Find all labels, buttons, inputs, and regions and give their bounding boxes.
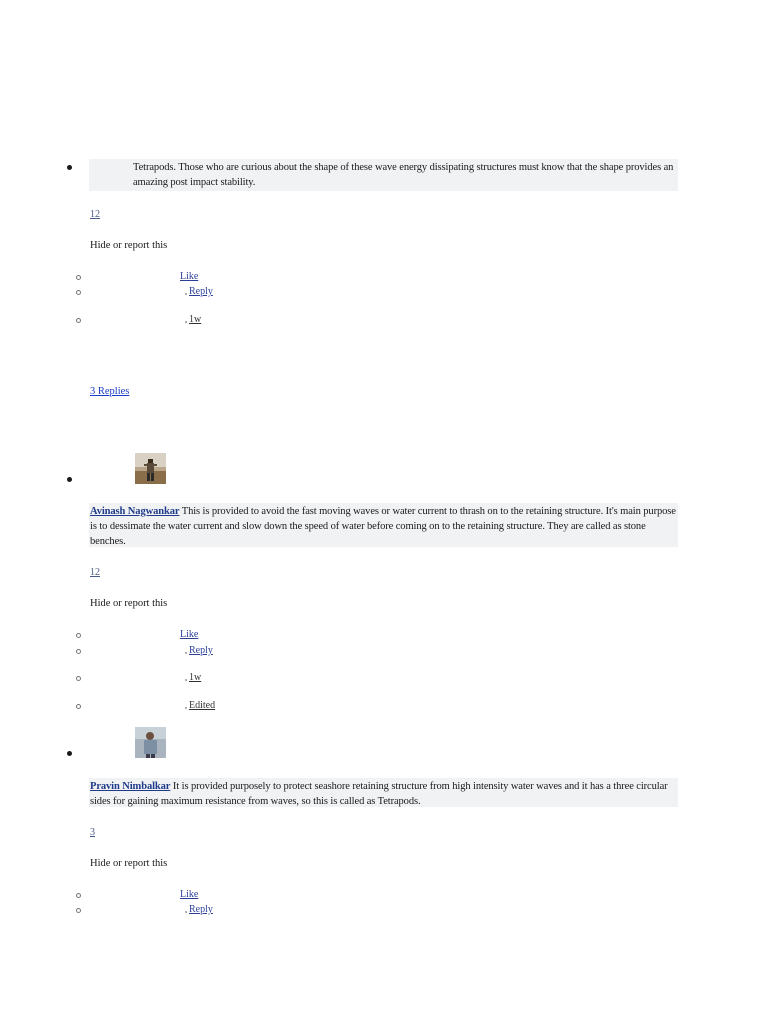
action-marker-icon <box>76 275 81 280</box>
like-link[interactable]: Like <box>180 271 199 282</box>
avatar-image <box>135 453 166 484</box>
separator-dot-icon <box>185 911 187 913</box>
edited-link[interactable]: Edited <box>189 700 216 711</box>
action-marker-icon <box>76 290 81 295</box>
list-bullet-icon <box>67 165 72 170</box>
comment-text: Tetrapods. Those who are curious about the shape of these wave energy dissipating structures must know that the shape provides an amazing post impact stability. <box>133 162 674 188</box>
upvote-count[interactable]: 3 <box>90 827 95 838</box>
comment-body <box>89 778 678 807</box>
author-name-link[interactable]: Pravin Nimbalkar <box>90 781 171 792</box>
like-link[interactable]: Like <box>180 889 199 900</box>
avatar[interactable] <box>135 727 166 758</box>
action-marker-icon <box>76 676 81 681</box>
separator-dot-icon <box>185 293 187 295</box>
reply-link[interactable]: Reply <box>189 286 213 297</box>
timestamp-link[interactable]: 1w <box>189 672 202 683</box>
comment-body <box>89 503 678 547</box>
author-name-link[interactable]: Avinash Nagwankar <box>90 506 180 517</box>
reply-link[interactable]: Reply <box>189 645 213 656</box>
upvote-count[interactable]: 12 <box>90 567 100 578</box>
comment-text: It is provided purposely to protect seashore retaining structure from high intensity water waves and it has a three circular sides for gaining maximum resistance from waves, so this is called as Tetrapods. <box>90 781 668 807</box>
separator-dot-icon <box>185 652 187 654</box>
hide-or-report-link[interactable]: Hide or report this <box>90 858 168 869</box>
list-bullet-icon <box>67 477 72 482</box>
avatar-image <box>135 727 166 758</box>
list-bullet-icon <box>67 751 72 756</box>
action-marker-icon <box>76 908 81 913</box>
like-link[interactable]: Like <box>180 629 199 640</box>
action-marker-icon <box>76 318 81 323</box>
action-marker-icon <box>76 893 81 898</box>
action-marker-icon <box>76 633 81 638</box>
action-marker-icon <box>76 704 81 709</box>
upvote-count[interactable]: 12 <box>90 209 100 220</box>
hide-or-report-link[interactable]: Hide or report this <box>90 240 168 251</box>
view-replies-link[interactable]: 3 Replies <box>90 386 130 397</box>
comment-body <box>89 159 678 191</box>
separator-dot-icon <box>185 679 187 681</box>
action-marker-icon <box>76 649 81 654</box>
avatar[interactable] <box>135 453 166 484</box>
separator-dot-icon <box>185 707 187 709</box>
timestamp-link[interactable]: 1w <box>189 314 202 325</box>
reply-link[interactable]: Reply <box>189 904 213 915</box>
comment-text: This is provided to avoid the fast moving waves or water current to thrash on to the retaining structure. It's main purpose is to dessimate the water current and slow down the speed of water before coming on to the retaining structure. They are called as stone benches. <box>90 506 676 547</box>
separator-dot-icon <box>185 321 187 323</box>
hide-or-report-link[interactable]: Hide or report this <box>90 598 168 609</box>
